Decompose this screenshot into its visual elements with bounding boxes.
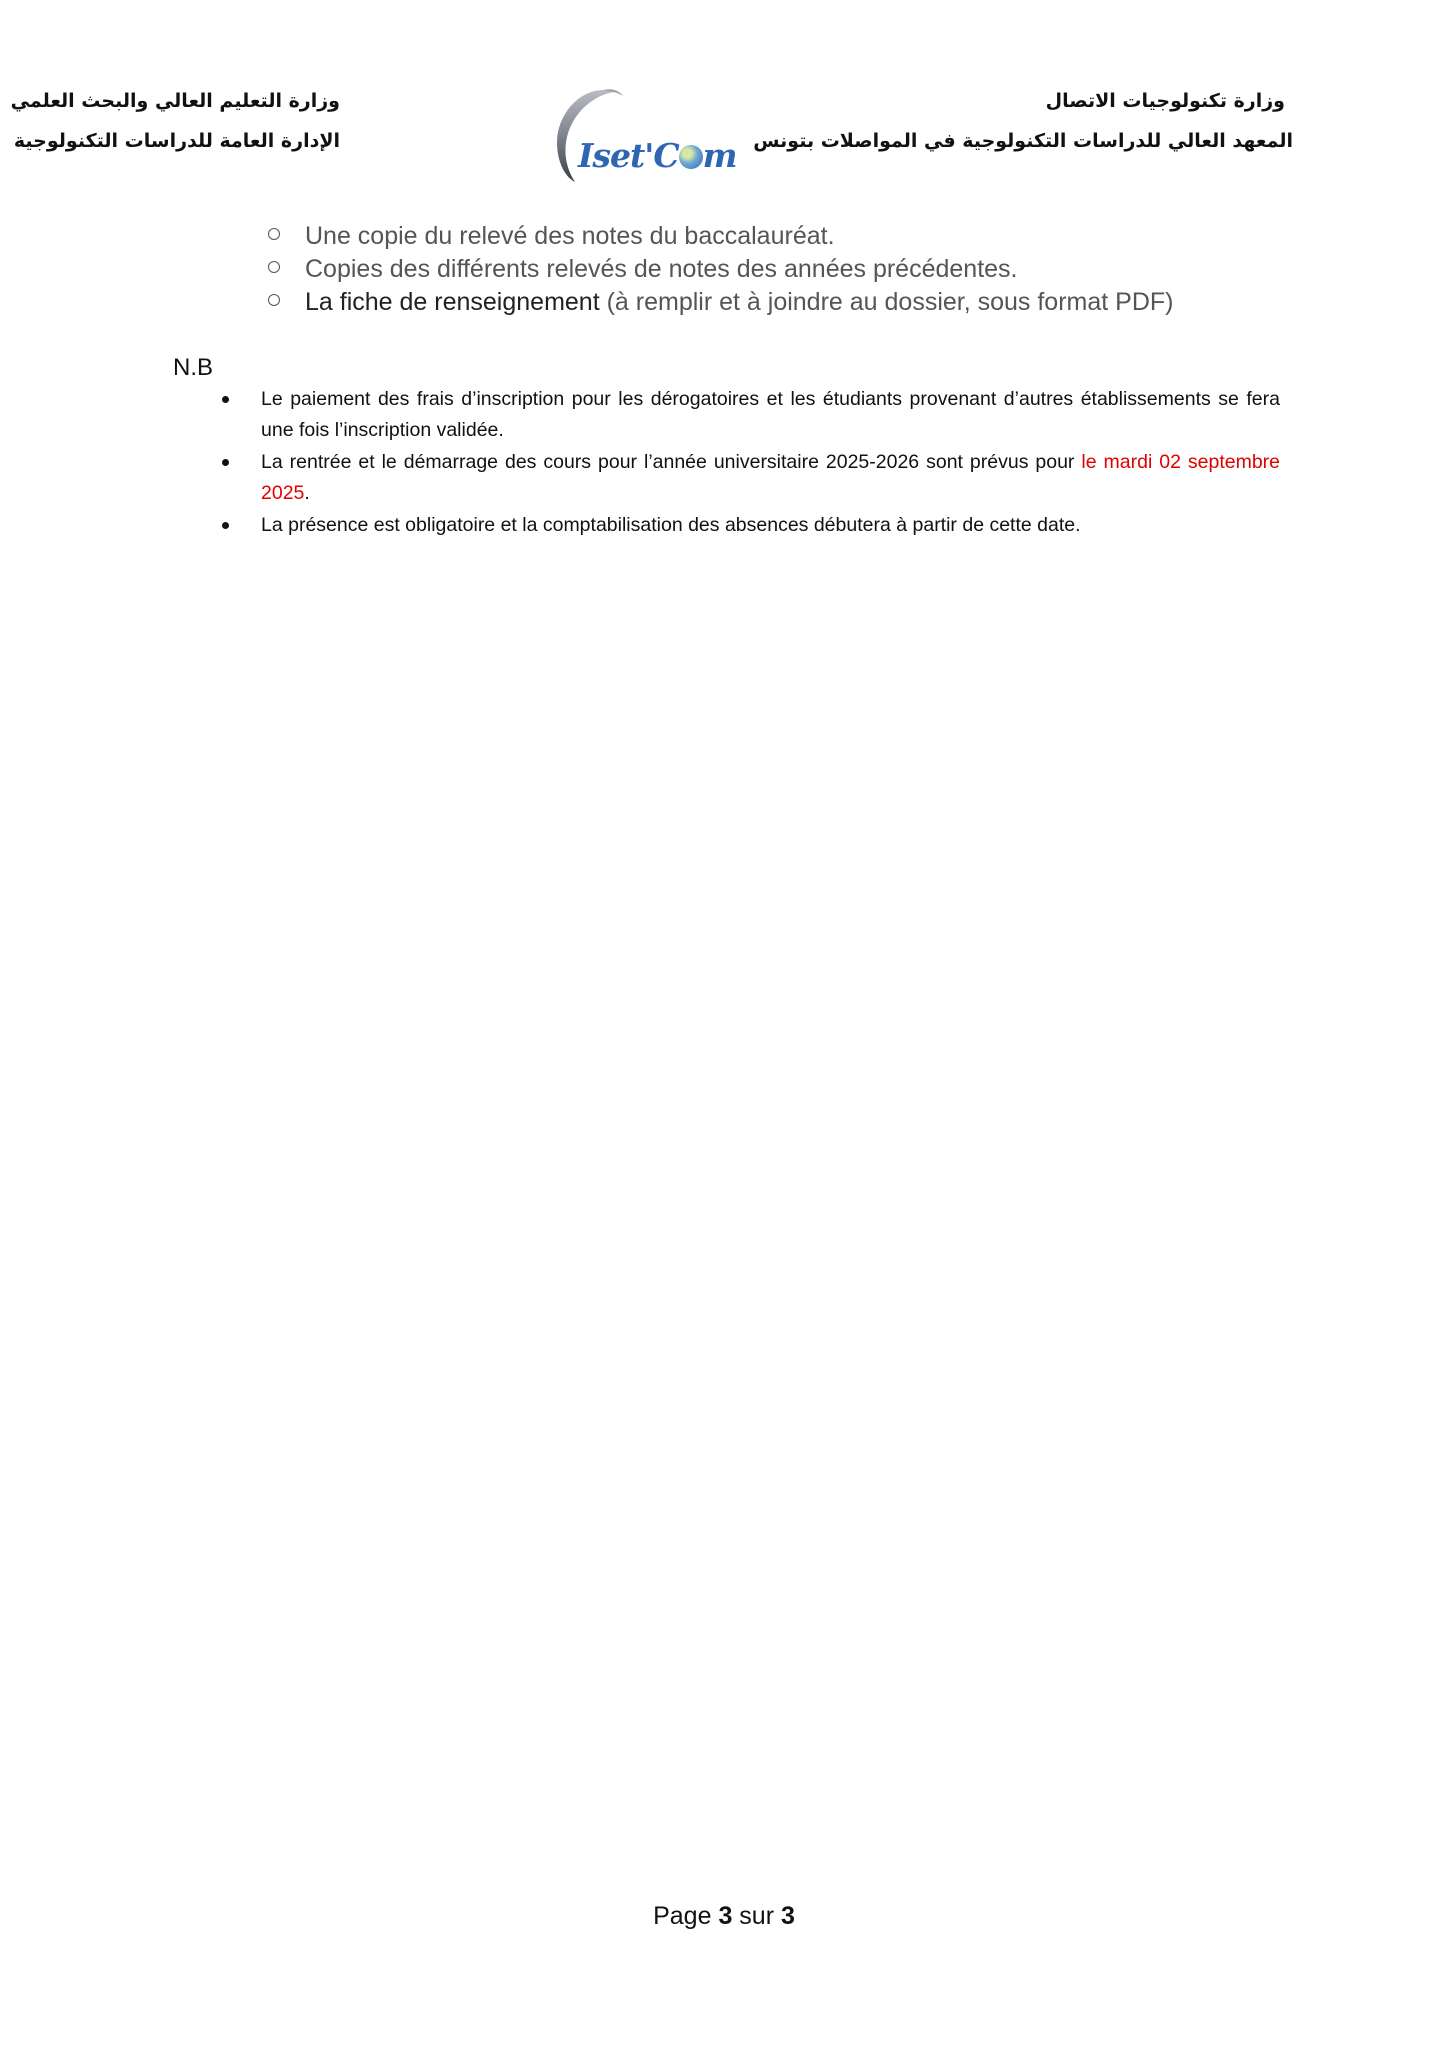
logo-wordmark: Iset'C m bbox=[578, 136, 737, 175]
list-item: La rentrée et le démarrage des cours pour l’année universitaire 2025-2026 sont prévus pour le mardi 02 septembre 2025. bbox=[222, 447, 1280, 509]
isetcom-logo bbox=[545, 82, 737, 187]
circle-bullet-icon bbox=[268, 294, 280, 306]
list-item: Une copie du relevé des notes du baccalauréat. bbox=[268, 220, 1173, 253]
list-item: Le paiement des frais d’inscription pour les dérogatoires et les étudiants provenant d’autres établissements se fera une fois l’inscription validée. bbox=[222, 384, 1280, 446]
page-number-footer: Page 3 sur 3 bbox=[653, 1902, 795, 1930]
ministry-communication-title: وزارة تكنولوجيات الاتصال bbox=[1045, 90, 1285, 112]
institute-title: المعهد العالي للدراسات التكنولوجية في المواصلات بتونس bbox=[753, 130, 1293, 152]
bullet-icon bbox=[222, 396, 229, 403]
bullet-icon bbox=[222, 522, 229, 529]
circle-bullet-icon bbox=[268, 228, 280, 240]
general-directorate-title: الإدارة العامة للدراسات التكنولوجية bbox=[13, 130, 340, 152]
list-item: Copies des différents relevés de notes des années précédentes. bbox=[268, 253, 1173, 286]
nb-heading: N.B bbox=[173, 354, 214, 381]
list-item: La présence est obligatoire et la comptabilisation des absences débutera à partir de cette date. bbox=[222, 510, 1280, 541]
list-item: La fiche de renseignement (à remplir et à joindre au dossier, sous format PDF) bbox=[268, 286, 1173, 319]
notes-list bbox=[222, 384, 1280, 542]
required-documents-list bbox=[268, 220, 1173, 319]
start-date-highlight: le mardi 02 septembre 2025 bbox=[261, 451, 1281, 504]
fiche-renseignement-label: La fiche de renseignement bbox=[305, 288, 600, 316]
globe-icon bbox=[679, 145, 703, 169]
circle-bullet-icon bbox=[268, 261, 280, 273]
bullet-icon bbox=[222, 459, 229, 466]
ministry-higher-education-title: وزارة التعليم العالي والبحث العلمي bbox=[10, 90, 340, 112]
